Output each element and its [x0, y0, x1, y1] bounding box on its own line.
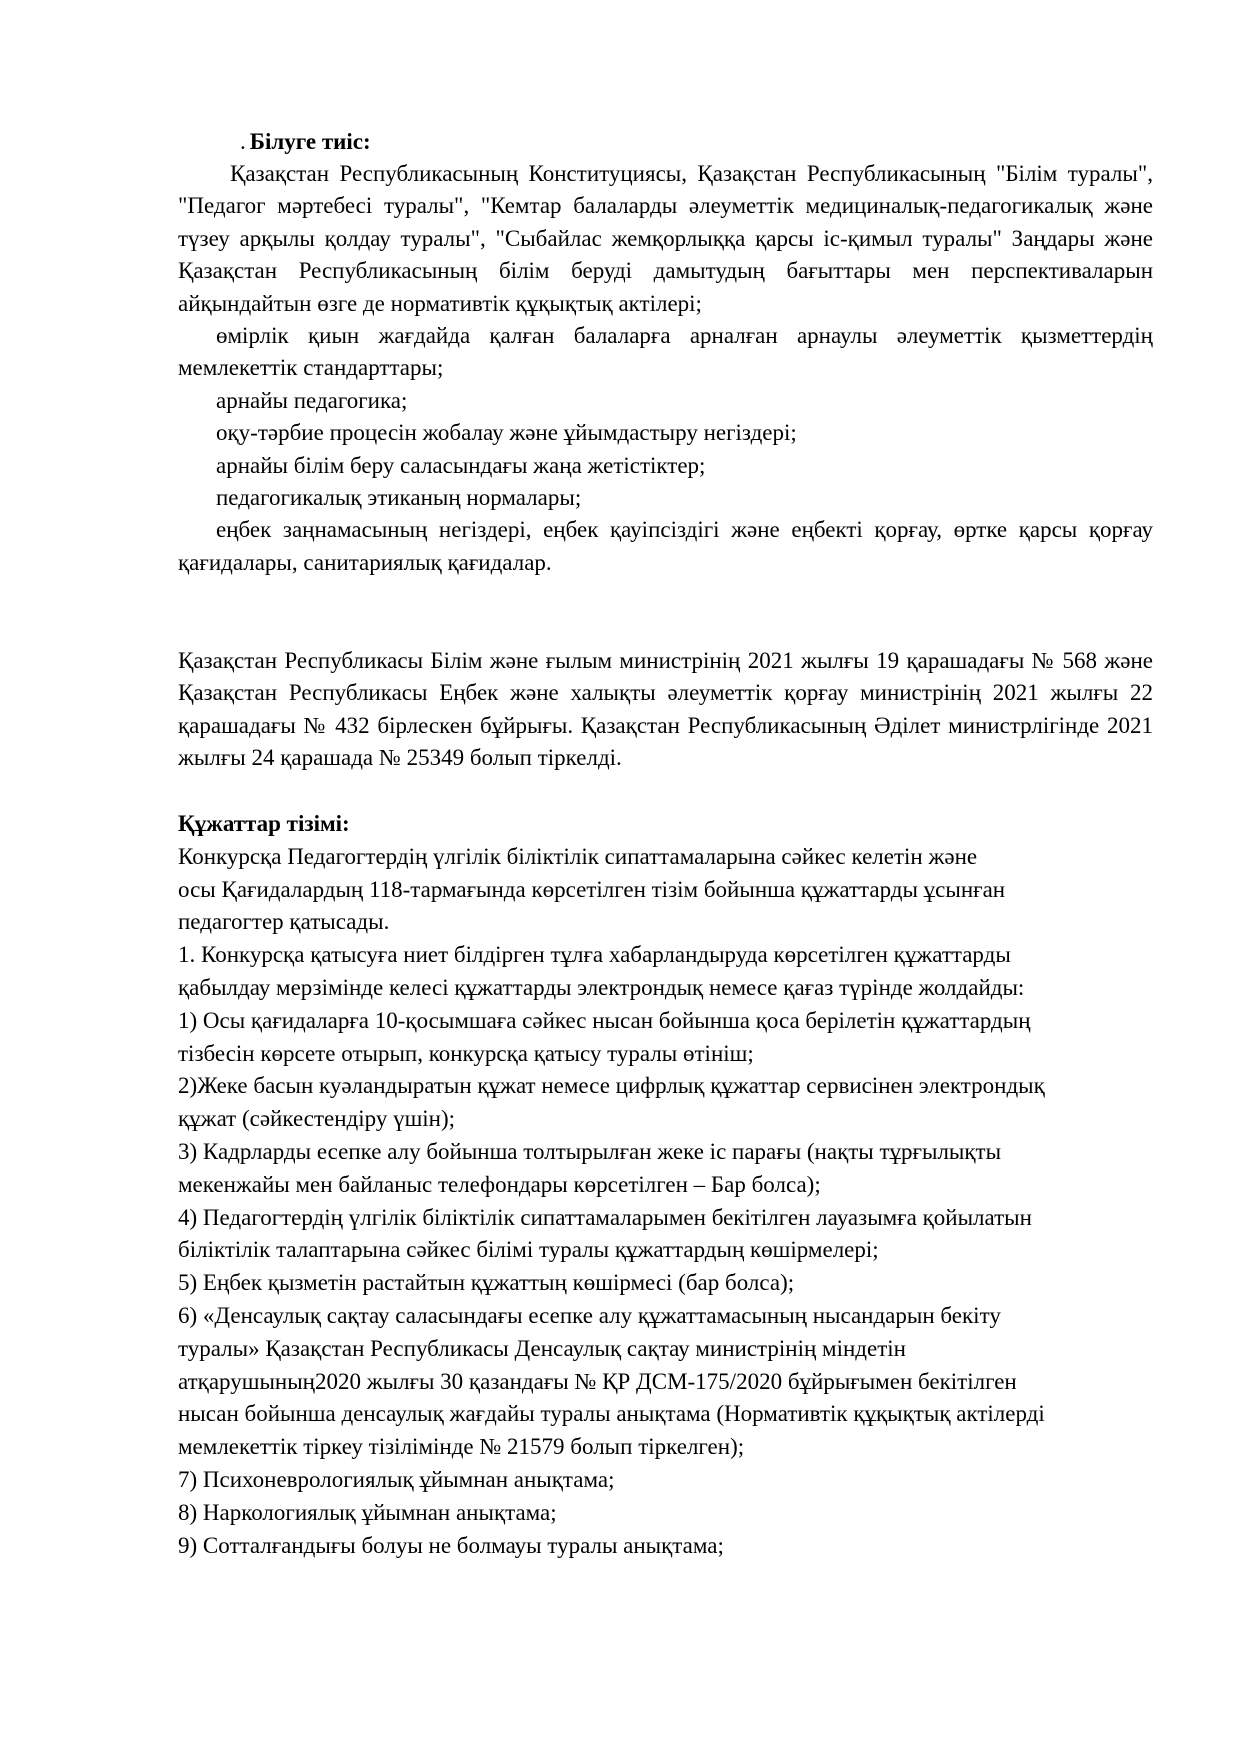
documents-line: туралы» Қазақстан Республикасы Денсаулық сақтау министрінің міндетін	[178, 1335, 906, 1361]
documents-title: Құжаттар тізімі:	[178, 811, 350, 836]
knowledge-list	[178, 158, 1153, 579]
knowledge-item: еңбек заңнамасының негіздері, еңбек қауіпсіздігі және еңбекті қорғау, өртке қарсы қорғау қағидалары, санитариялық қағидалар.	[178, 517, 1153, 575]
knowledge-item: оқу-тәрбие процесін жобалау және ұйымдастыру негіздері;	[216, 420, 797, 446]
documents-line: 3) Кадрларды есепке алу бойынша толтырылған жеке іс парағы (нақты тұрғылықты	[178, 1138, 1002, 1164]
documents-line: мемлекеттік тіркеу тізілімінде № 21579 болып тіркелген);	[178, 1434, 745, 1460]
order-reference-text: Қазақстан Республикасы Білім және ғылым министрінің 2021 жылғы 19 қарашадағы № 568 және Қазақстан Республикасы Еңбек және халықты әлеуметтік қорғау министрінің 2021 жылғы 22 қарашадағы № 432 бірлескен бұйрығы. Қазақстан Республикасының Әділет министрлігінде 2021 жылғы 24 қарашада № 25349 болып тіркелді.	[178, 648, 1153, 771]
documents-line: 4) Педагогтердің үлгілік біліктілік сипаттамаларымен бекітілген лауазымға қойылатын	[178, 1204, 1032, 1230]
documents-line: 1. Конкурсқа қатысуға ниет білдірген тұлға хабарландыруда көрсетілген құжаттарды	[178, 942, 1011, 968]
heading-title: Білуге тиіс:	[249, 129, 371, 154]
documents-list	[178, 808, 1153, 1562]
documents-line: педагогтер қатысады.	[178, 909, 390, 935]
knowledge-item: өмірлік қиын жағдайда қалған балаларға арналған арнаулы әлеуметтік қызметтердің мемлекеттік стандарттары;	[178, 323, 1153, 381]
heading-prefix: .	[240, 129, 246, 154]
documents-line: 6) «Денсаулық сақтау саласындағы есепке алу құжаттамасының нысандарын бекіту	[178, 1302, 1001, 1328]
documents-line: біліктілік талаптарына сәйкес білімі туралы құжаттардың көшірмелері;	[178, 1237, 879, 1263]
knowledge-item: Қазақстан Республикасының Конституциясы, Қазақстан Республикасының "Білім туралы", "Педагог мәртебесі туралы", "Кемтар балаларды әлеуметтік медициналық-педагогикалық және түзеу арқылы қолдау туралы", "Сыбайлас жемқорлыққа қарсы іс-қимыл туралы" Заңдары және Қазақстан Республикасының білім беруді дамытудың бағыттары мен перспективаларын айқындайтын өзге де нормативтік құқықтық актілері;	[178, 161, 1153, 316]
order-reference	[178, 645, 1153, 775]
documents-line: мекенжайы мен байланыс телефондары көрсетілген – Бар болса);	[178, 1171, 821, 1197]
documents-line: қабылдау мерзімінде келесі құжаттарды электрондық немесе қағаз түрінде жолдайды:	[178, 974, 1025, 1000]
knowledge-item: педагогикалық этиканың нормалары;	[216, 485, 582, 511]
documents-line: 2)Жеке басын куәландыратын құжат немесе цифрлық құжаттар сервисінен электрондық	[178, 1073, 1045, 1099]
documents-line: 7) Психоневрологиялық ұйымнан анықтама;	[178, 1466, 615, 1492]
documents-line: Конкурсқа Педагогтердің үлгілік біліктілік сипаттамаларына сәйкес келетін және	[178, 843, 978, 869]
section-heading	[240, 126, 371, 158]
documents-line: 5) Еңбек қызметін растайтын құжаттың көшірмесі (бар болса);	[178, 1270, 795, 1296]
documents-line: 9) Сотталғандығы болуы не болмауы туралы анықтама;	[178, 1532, 724, 1558]
documents-line: 8) Наркологиялық ұйымнан анықтама;	[178, 1499, 557, 1525]
knowledge-item: арнайы білім беру саласындағы жаңа жетістіктер;	[216, 452, 706, 478]
knowledge-item: арнайы педагогика;	[216, 387, 408, 413]
documents-line: тізбесін көрсете отырып, конкурсқа қатысу туралы өтініш;	[178, 1040, 754, 1066]
documents-line: осы Қағидалардың 118-тармағында көрсетілген тізім бойынша құжаттарды ұсынған	[178, 876, 1006, 902]
documents-line: құжат (сәйкестендіру үшін);	[178, 1106, 456, 1132]
documents-line: нысан бойынша денсаулық жағдайы туралы анықтама (Нормативтік құқықтық актілерді	[178, 1401, 1045, 1427]
documents-line: 1) Осы қағидаларға 10-қосымшаға сәйкес нысан бойынша қоса берілетін құжаттардың	[178, 1007, 1031, 1033]
documents-line: атқарушының2020 жылғы 30 қазандағы № ҚР ДСМ-175/2020 бұйрығымен бекітілген	[178, 1368, 1017, 1394]
